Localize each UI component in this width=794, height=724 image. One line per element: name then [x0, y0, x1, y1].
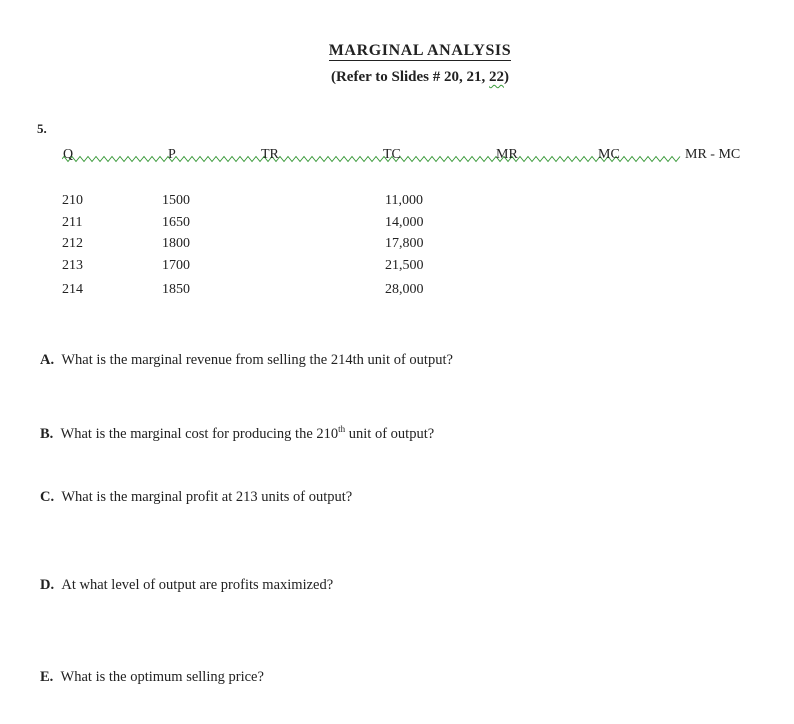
header-mr: MR: [496, 147, 518, 162]
table-cell-tc: 17,800: [385, 236, 424, 251]
header-mr-minus-mc: MR - MC: [685, 147, 741, 162]
q-column: [62, 192, 83, 298]
header-tr: TR: [261, 147, 279, 162]
question-a: [40, 351, 453, 369]
question-e-text: What is the optimum selling price?: [60, 669, 264, 685]
p-column: [162, 192, 190, 298]
question-b-text: What is the marginal cost for producing the 210: [60, 425, 339, 442]
table-cell-q: 214: [62, 282, 83, 297]
header-q: Q: [63, 147, 74, 162]
header-tc: TC: [383, 147, 401, 162]
question-d: [40, 576, 333, 594]
question-c: [40, 488, 352, 506]
header-mc: MC: [598, 147, 620, 162]
table-cell-tc: 28,000: [385, 282, 424, 297]
question-a-text: What is the marginal revenue from selling the 214th unit of output?: [61, 352, 453, 368]
question-e: [40, 668, 264, 686]
table-cell-p: 1700: [162, 258, 190, 273]
table-cell-q: 212: [62, 236, 83, 251]
table-cell-q: 211: [62, 215, 83, 230]
question-d-text: At what level of output are profits maximized?: [61, 577, 334, 593]
table-cell-p: 1650: [162, 215, 190, 230]
table-cell-p: 1800: [162, 236, 190, 251]
question-b-letter: B.: [40, 425, 54, 442]
header-p: P: [168, 147, 176, 162]
subtitle-spellcheck-squiggle: 22: [489, 69, 505, 85]
page-title: MARGINAL ANALYSIS: [328, 42, 512, 59]
header-spellcheck-squiggle: [62, 155, 682, 163]
table-cell-tc: 14,000: [385, 215, 424, 230]
question-number: 5.: [37, 121, 47, 136]
question-e-letter: E.: [40, 669, 54, 685]
question-b: [40, 420, 434, 443]
question-c-text: What is the marginal profit at 213 units of output?: [61, 489, 353, 505]
table-cell-p: 1500: [162, 193, 190, 208]
question-c-letter: C.: [40, 489, 55, 505]
question-d-letter: D.: [40, 577, 55, 593]
table-cell-q: 213: [62, 258, 83, 273]
question-a-letter: A.: [40, 352, 55, 368]
table-cell-p: 1850: [162, 282, 190, 297]
page-subtitle: (Refer to Slides # 20, 21, 22): [330, 69, 510, 85]
table-cell-q: 210: [62, 193, 83, 208]
table-cell-tc: 11,000: [385, 193, 423, 208]
table-cell-tc: 21,500: [385, 258, 424, 273]
question-b-superscript: th: [338, 424, 346, 434]
tc-column: [385, 192, 424, 298]
question-b-text-end: unit of output?: [345, 425, 435, 442]
